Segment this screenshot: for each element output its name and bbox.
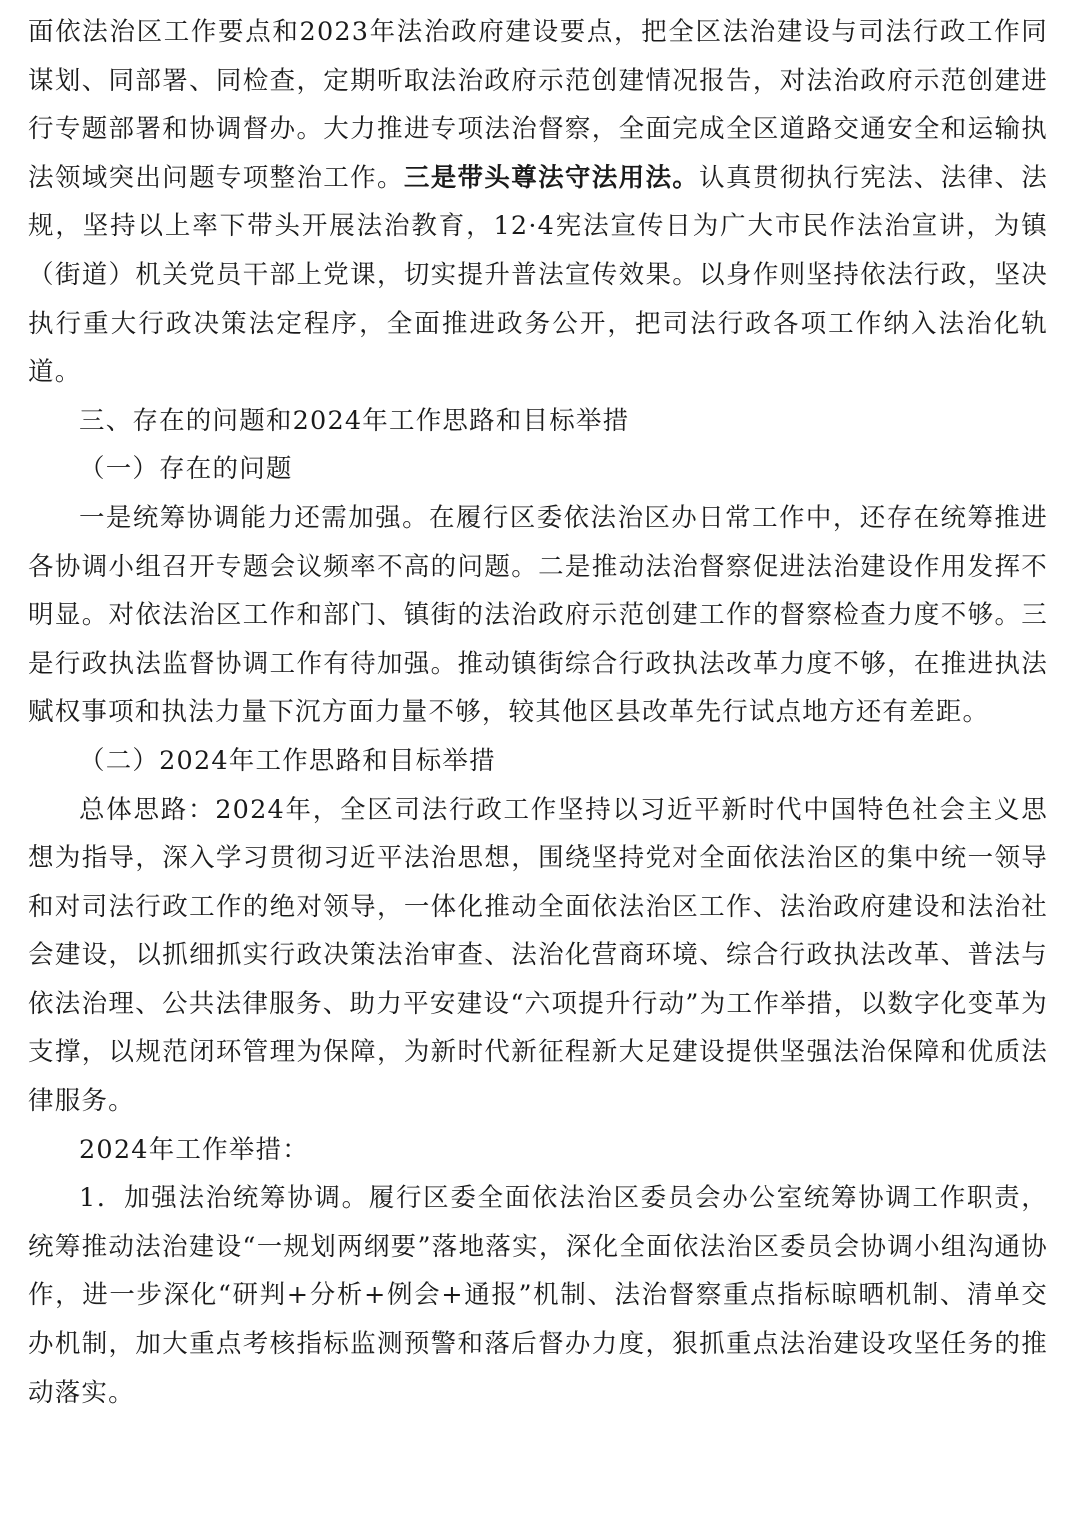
subsection-2-title: （二）2024年工作思路和目标举措 (79, 745, 496, 776)
section-3-title: 三、存在的问题和2024年工作思路和目标举措 (79, 405, 630, 436)
paragraph-top-text-b: 认真贯彻执行宪法、法律、法规，坚持以上率下带头开展法治教育，12·4宪法宣传日为广大市民作法治宣讲，为镇（街道）机关党员干部上党课，切实提升普法宣传效果。以身作则坚持依法行政，坚决执行重大行政决策法定程序，全面推进政务公开，把司法行政各项工作纳入法治化轨道。 (28, 162, 1049, 388)
paragraph-top (28, 8, 1048, 397)
problems-paragraph: 一是统筹协调能力还需加强。在履行区委依法治区办日常工作中，还存在统筹推进各协调小组召开专题会议频率不高的问题。二是推动法治督察促进法治建设作用发挥不明显。对依法治区工作和部门、镇街的法治政府示范创建工作的督察检查力度不够。三是行政执法监督协调工作有待加强。推动镇街综合行政执法改革力度不够，在推进执法赋权事项和执法力量下沉方面力量不够，较其他区县改革先行试点地方还有差距。 (28, 502, 1048, 728)
document-page (28, 8, 1048, 1417)
overall-approach-paragraph: 总体思路：2024年，全区司法行政工作坚持以习近平新时代中国特色社会主义思想为指导，深入学习贯彻习近平法治思想，围绕坚持党对全面依法治区的集中统一领导和对司法行政工作的绝对领导，一体化推动全面依法治区工作、法治政府建设和法治社会建设，以抓细抓实行政决策法治审查、法治化营商环境、综合行政执法改革、普法与依法治理、公共法律服务、助力平安建设“六项提升行动”为工作举措，以数字化变革为支撑，以规范闭环管理为保障，为新时代新征程新大足建设提供坚强法治保障和优质法律服务。 (28, 794, 1048, 1117)
subsection-1-title: （一）存在的问题 (79, 454, 293, 485)
measures-title: 2024年工作举措： (79, 1134, 309, 1165)
paragraph-top-bold-lead: 三是带头尊法守法用法。 (403, 162, 700, 193)
paragraph-top-text-a: 面依法治区工作要点和2023年法治政府建设要点，把全区法治建设与司法行政工作同谋划、同部署、同检查，定期听取法治政府示范创建情况报告，对法治政府示范创建进行专题部署和协调督办。大力推进专项法治督察，全面完成全区道路交通安全和运输执法领域突出问题专项整治工作。 (28, 17, 1048, 193)
measure-1-paragraph: 1．加强法治统筹协调。履行区委全面依法治区委员会办公室统筹协调工作职责，统筹推动法治建设“一规划两纲要”落地落实，深化全面依法治区委员会协调小组沟通协作，进一步深化“研判+分析+例会+通报”机制、法治督察重点指标晾晒机制、清单交办机制，加大重点考核指标监测预警和落后督办力度，狠抓重点法治建设攻坚任务的推动落实。 (28, 1183, 1048, 1408)
